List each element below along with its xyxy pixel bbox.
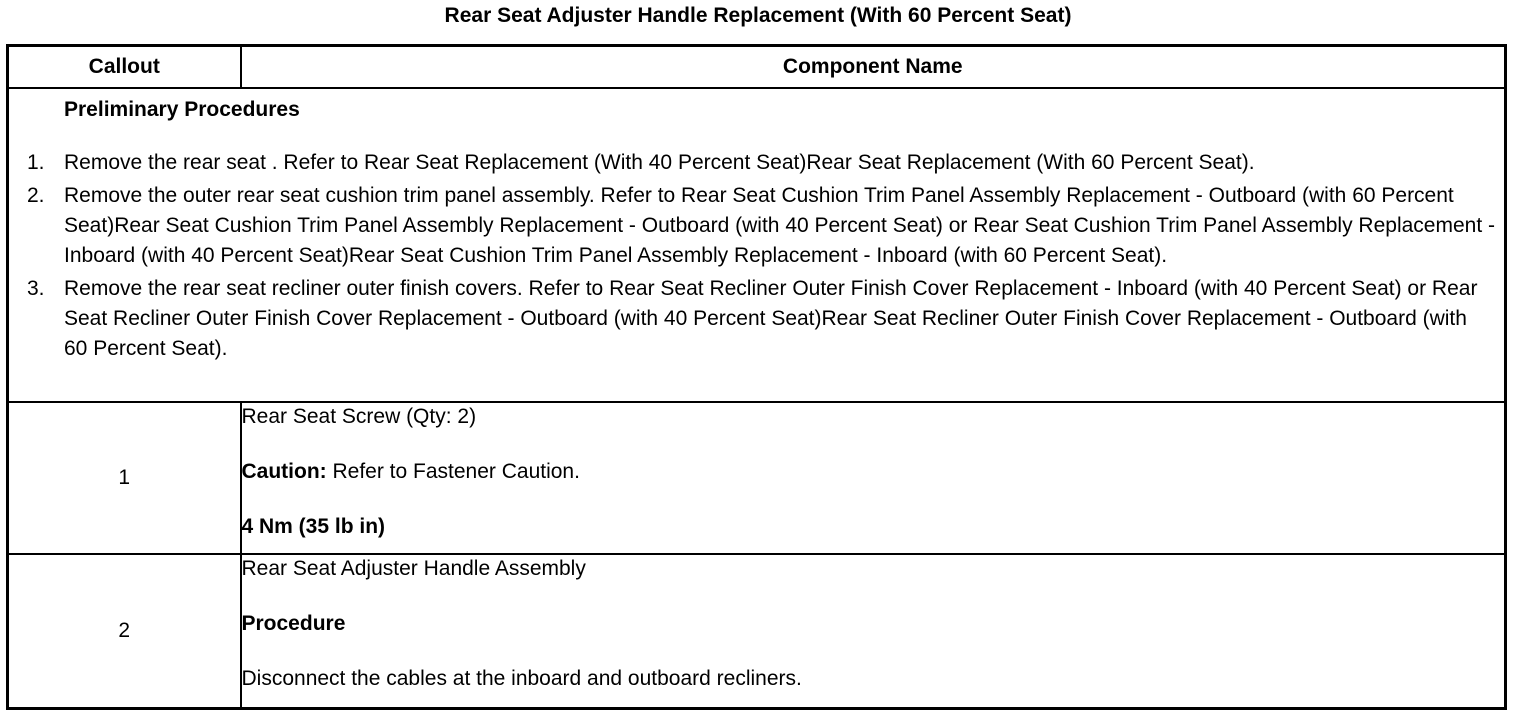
step-number: 1.	[27, 151, 45, 174]
table-row	[8, 402, 1506, 554]
step-number: 2.	[27, 184, 45, 207]
step-text: Remove the outer rear seat cushion trim panel assembly. Refer to Rear Seat Cushion Trim Panel Assembly Replacement - Outboard (with 60 Percent Seat)Rear Seat Cushion Trim Panel Assembly Replacement - Outboard (with 40 Percent Seat) or Rear Seat Cushion Trim Panel Assembly Replacement - Inboard (with 40 Percent Seat)Rear Seat Cushion Trim Panel Assembly Replacement - Inboard (with 60 Percent Seat).	[64, 184, 1495, 267]
caution-note	[242, 458, 1505, 486]
caution-text: Refer to Fastener Caution.	[326, 460, 580, 483]
procedure-label: Procedure	[241, 612, 346, 635]
preliminary-procedures-cell	[8, 88, 1506, 402]
preliminary-row	[8, 88, 1506, 402]
component-table	[6, 44, 1507, 710]
preliminary-step	[9, 148, 1496, 178]
component-name: Rear Seat Adjuster Handle Assembly	[241, 557, 586, 580]
step-text: Remove the rear seat recliner outer finish covers. Refer to Rear Seat Recliner Outer Finish Cover Replacement - Inboard (with 40 Percent Seat) or Rear Seat Recliner Outer Finish Cover Replacement - Outboard (with 40 Percent Seat)Rear Seat Recliner Outer Finish Cover Replacement - Outboard (with 60 Percent Seat).	[64, 277, 1478, 360]
callout-cell: 2	[8, 554, 241, 709]
component-cell	[241, 402, 1506, 554]
callout-cell: 1	[8, 402, 241, 554]
step-text: Remove the rear seat . Refer to Rear Seat Replacement (With 40 Percent Seat)Rear Seat Replacement (With 60 Percent Seat).	[64, 151, 1255, 174]
header-callout: Callout	[8, 46, 241, 89]
component-cell	[241, 554, 1506, 709]
preliminary-step	[9, 274, 1496, 364]
torque-spec: 4 Nm (35 lb in)	[241, 515, 386, 538]
header-component-name: Component Name	[241, 46, 1506, 89]
component-name: Rear Seat Screw (Qty: 2)	[241, 405, 477, 428]
preliminary-heading: Preliminary Procedures	[64, 98, 300, 121]
table-header-row	[8, 46, 1506, 89]
step-number: 3.	[27, 277, 45, 300]
preliminary-steps-list	[9, 148, 1496, 364]
procedure-text: Disconnect the cables at the inboard and outboard recliners.	[241, 667, 802, 690]
document-title: Rear Seat Adjuster Handle Replacement (With 60 Percent Seat)	[444, 4, 1072, 27]
preliminary-step	[9, 181, 1496, 271]
caution-label: Caution:	[241, 460, 327, 483]
table-row	[8, 554, 1506, 709]
